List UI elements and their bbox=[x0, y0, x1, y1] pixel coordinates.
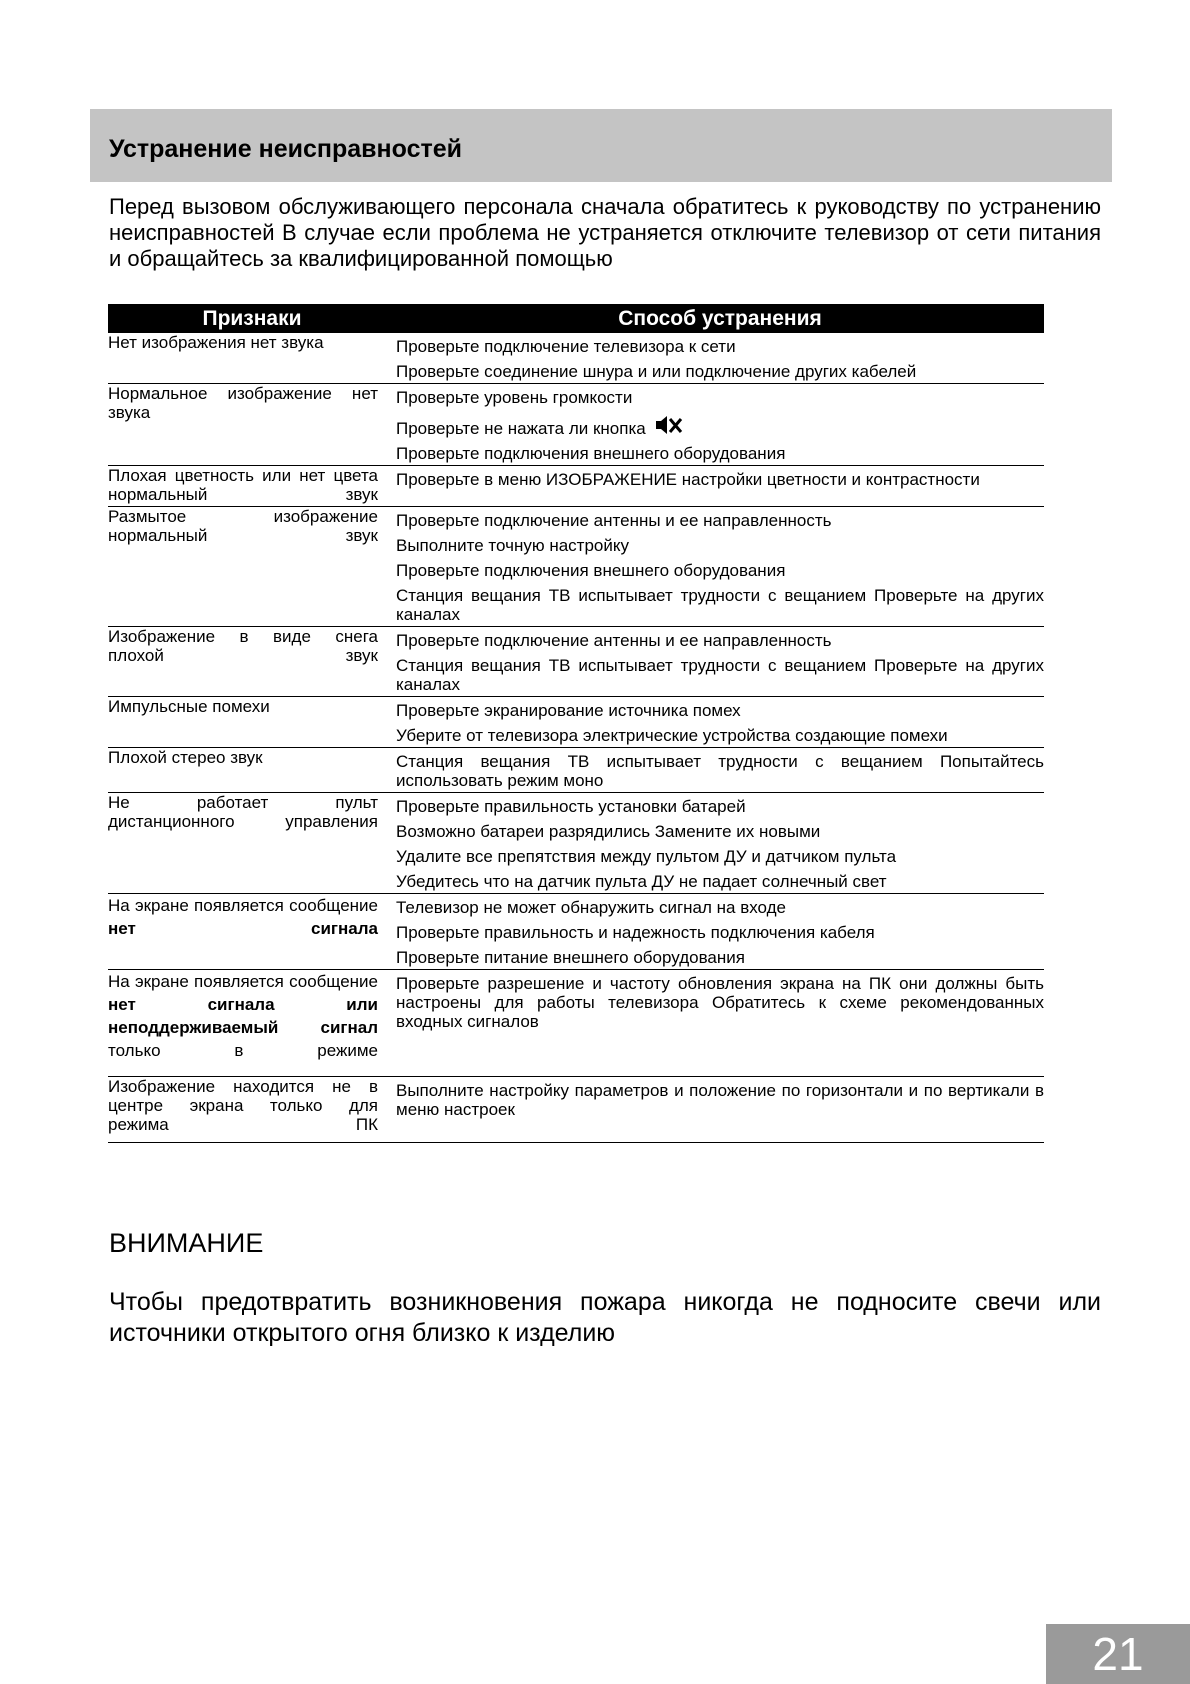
attention-title: ВНИМАНИЕ bbox=[109, 1228, 264, 1258]
solution-cell bbox=[396, 748, 1044, 793]
solution-line: Возможно батареи разрядились Замените их новыми bbox=[396, 822, 821, 841]
table-row bbox=[108, 507, 1044, 627]
table-row bbox=[108, 793, 1044, 894]
solution-line: Телевизор не может обнаружить сигнал на входе bbox=[396, 898, 787, 917]
table-row bbox=[108, 466, 1044, 507]
page-title: Устранение неисправностей bbox=[109, 135, 463, 163]
solution-line-text: Проверьте не нажата ли кнопка bbox=[396, 419, 646, 438]
symptom-cell: Нет изображения нет звука bbox=[108, 333, 396, 384]
troubleshooting-table bbox=[108, 304, 1044, 1143]
symptom-bold-text: нет сигнала или неподдерживаемый сигнал bbox=[108, 995, 378, 1037]
symptom-cell: Изображение в виде снега плохой звук bbox=[108, 627, 396, 697]
solution-line bbox=[396, 407, 1044, 438]
solution-line: Станция вещания ТВ испытывает трудности с вещанием Проверьте на других каналах bbox=[396, 656, 1044, 694]
symptom-tail-text: только в режиме bbox=[108, 1041, 378, 1060]
attention-text: Чтобы предотвратить возникновения пожара никогда не подносите свечи или источники открытого огня близко к изделию bbox=[109, 1288, 1101, 1347]
table-row bbox=[108, 697, 1044, 748]
table-row bbox=[108, 1077, 1044, 1143]
solution-line: Убедитесь что на датчик пульта ДУ не падает солнечный свет bbox=[396, 872, 887, 891]
solution-cell bbox=[396, 793, 1044, 894]
page-number: 21 bbox=[1046, 1624, 1190, 1684]
solution-line: Удалите все препятствия между пультом ДУ и датчиком пульта bbox=[396, 847, 897, 866]
solution-cell bbox=[396, 970, 1044, 1077]
solution-line: Проверьте соединение шнура и или подключение других кабелей bbox=[396, 362, 917, 381]
solution-line: Проверьте питание внешнего оборудования bbox=[396, 948, 745, 967]
solution-line: Проверьте уровень громкости bbox=[396, 388, 633, 407]
symptom-cell: Импульсные помехи bbox=[108, 697, 396, 748]
symptom-cell: Изображение находится не в центре экрана только для режима ПК bbox=[108, 1077, 396, 1143]
symptom-cell: Не работает пульт дистанционного управления bbox=[108, 793, 396, 894]
table-row bbox=[108, 748, 1044, 793]
solution-line: Выполните точную настройку bbox=[396, 536, 629, 555]
table-row bbox=[108, 333, 1044, 384]
solution-cell bbox=[396, 1077, 1044, 1143]
symptom-cell: Размытое изображение нормальный звук bbox=[108, 507, 396, 627]
symptom-cell: Плохой стерео звук bbox=[108, 748, 396, 793]
table-header-row bbox=[108, 304, 1044, 333]
solution-line: Станция вещания ТВ испытывает трудности с вещанием Проверьте на других каналах bbox=[396, 586, 1044, 624]
table-row bbox=[108, 627, 1044, 697]
solution-line: Проверьте подключения внешнего оборудования bbox=[396, 444, 786, 463]
header-symptoms: Признаки bbox=[108, 304, 396, 333]
solution-line: Проверьте экранирование источника помех bbox=[396, 701, 741, 720]
solution-cell bbox=[396, 894, 1044, 970]
solution-line: Проверьте правильность установки батарей bbox=[396, 797, 746, 816]
solution-cell bbox=[396, 507, 1044, 627]
symptom-text: На экране появляется сообщение bbox=[108, 972, 378, 991]
solution-cell bbox=[396, 627, 1044, 697]
solution-line: Проверьте подключение антенны и ее направленность bbox=[396, 511, 832, 530]
solution-line: Проверьте правильность и надежность подключения кабеля bbox=[396, 923, 875, 942]
mute-icon bbox=[654, 413, 684, 437]
symptom-cell bbox=[108, 894, 396, 970]
section-header-band bbox=[90, 109, 1112, 182]
solution-cell bbox=[396, 697, 1044, 748]
symptom-bold-text: нет сигнала bbox=[108, 919, 378, 938]
table-row bbox=[108, 970, 1044, 1077]
symptom-text: На экране появляется сообщение bbox=[108, 896, 378, 915]
solution-line: Проверьте подключение антенны и ее направленность bbox=[396, 631, 832, 650]
solution-line: Проверьте в меню ИЗОБРАЖЕНИЕ настройки цветности и контрастности bbox=[396, 470, 980, 489]
symptom-cell: Плохая цветность или нет цвета нормальный звук bbox=[108, 466, 396, 507]
solution-line: Уберите от телевизора электрические устройства создающие помехи bbox=[396, 726, 948, 745]
table-row bbox=[108, 384, 1044, 466]
solution-line: Станция вещания ТВ испытывает трудности с вещанием Попытайтесь использовать режим моно bbox=[396, 752, 1044, 790]
solution-cell bbox=[396, 333, 1044, 384]
header-solutions: Способ устранения bbox=[396, 304, 1044, 333]
intro-paragraph: Перед вызовом обслуживающего персонала сначала обратитесь к руководству по устранению неисправностей В случае если проблема не устраняется отключите телевизор от сети питания и обращайтесь за квалифицированной помощью bbox=[109, 194, 1101, 271]
solution-line: Проверьте разрешение и частоту обновления экрана на ПК они должны быть настроены для работы телевизора Обратитесь к схеме рекомендованных входных сигналов bbox=[396, 974, 1044, 1031]
solution-cell bbox=[396, 384, 1044, 466]
solution-line: Проверьте подключение телевизора к сети bbox=[396, 337, 736, 356]
symptom-cell bbox=[108, 970, 396, 1077]
symptom-cell: Нормальное изображение нет звука bbox=[108, 384, 396, 466]
table-row bbox=[108, 894, 1044, 970]
solution-line: Проверьте подключения внешнего оборудования bbox=[396, 561, 786, 580]
solution-line: Выполните настройку параметров и положение по горизонтали и по вертикали в меню настроек bbox=[396, 1081, 1044, 1119]
solution-cell bbox=[396, 466, 1044, 507]
